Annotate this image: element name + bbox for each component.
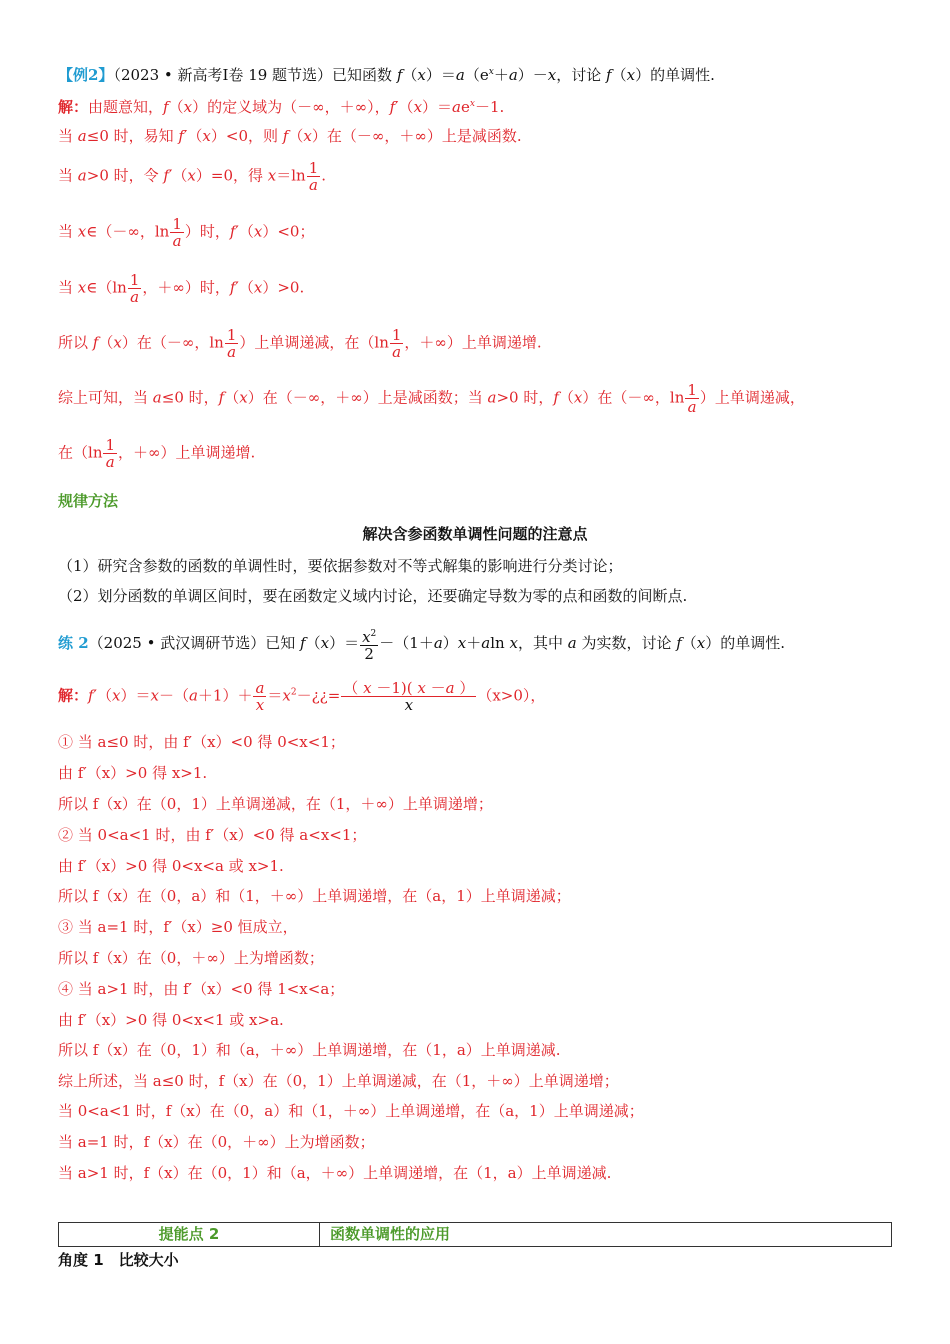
method-point-2: （2）划分函数的单调区间时，要在函数定义域内讨论，还要确定导数为零的点和函数的间断点. <box>58 587 688 605</box>
practice-line: 由 f′（x）>0 得 x>1. <box>58 764 208 782</box>
solution-line-2: 当 a≤0 时，易知 f′（x）<0，则 f（x）在（－∞，＋∞）上是减函数. <box>58 127 522 145</box>
solution-line-1: 解：由题意知，f（x）的定义域为（－∞，＋∞），$f'(x)=ae^x-1$. <box>58 98 505 116</box>
practice-line: 由 f′（x）>0 得 0<x<1 或 x>a. <box>58 1011 284 1029</box>
skill-point-table <box>58 1222 892 1247</box>
practice-line: 由 f′（x）>0 得 0<x<a 或 x>1. <box>58 857 284 875</box>
practice-line: 当 a>1 时，f（x）在（0，1）和（a，＋∞）上单调递增，在（1，a）上单调递减. <box>58 1164 612 1182</box>
practice-line: ③ 当 a=1 时，f′（x）≥0 恒成立， <box>58 918 298 936</box>
practice-tag: 练 2 <box>58 634 89 652</box>
practice-line: 当 a=1 时，f（x）在（0，＋∞）上为增函数； <box>58 1133 375 1151</box>
practice-line: 所以 f（x）在（0，1）和（a，＋∞）上单调递增，在（1，a）上单调递减. <box>58 1041 561 1059</box>
skill-point-title: 函数单调性的应用 <box>330 1225 451 1243</box>
practice-line: 所以 f（x）在（0，1）上单调递减，在（1，＋∞）上单调递增； <box>58 795 493 813</box>
angle-heading: 角度 1 比较大小 <box>58 1251 179 1269</box>
practice-line: 所以 f（x）在（0，a）和（1，＋∞）上单调递增，在（a，1）上单调递减； <box>58 887 571 905</box>
method-title: 解决含参函数单调性问题的注意点 <box>362 525 588 543</box>
practice-line: 当 0<a<1 时，f（x）在（0，a）和（1，＋∞）上单调递增，在（a，1）上单调递减； <box>58 1102 644 1120</box>
example-title: 【例2】（2023 • 新高考Ⅰ卷 19 题节选）已知函数 $f(x)=a(e^x+a)-x$，讨论 f（x）的单调性. <box>58 66 715 84</box>
practice-line: 综上所述，当 a≤0 时，f（x）在（0，1）上单调递减，在（1，＋∞）上单调递增； <box>58 1072 619 1090</box>
fraction-1-over-a: $\frac{1}{a}$ <box>391 326 402 361</box>
solution-line-7: 综上可知，当 a≤0 时，f（x）在（－∞，＋∞）上是减函数；当 a>0 时，f（x）在（－∞，ln $\frac{1}{a}$ ）上单调递减， <box>58 381 805 416</box>
skill-point-number: 提能点 2 <box>59 1223 320 1246</box>
example-tag: 【例2】 <box>58 66 114 84</box>
solution-line-5: 当 x∈（ln $\frac{1}{a}$ ，＋∞）时，f′（x）>0. <box>58 271 305 306</box>
fraction-a-over-x: $\frac{a}{x}$ <box>255 679 265 714</box>
fraction-1-over-a: $\frac{1}{a}$ <box>226 326 237 361</box>
fraction-x2-over-2: $\frac{x^2}{2}$ <box>362 628 377 663</box>
fraction-1-over-a: $\frac{1}{a}$ <box>105 436 116 471</box>
practice-solution-derivative: 解：f′（x）＝x－（a＋1）＋ $\frac{a}{x}$ $=x^2-¿¿=$ $\frac{( x -1)( x -a )}{x}$ （x>0）， <box>58 679 546 714</box>
solution-line-8: 在（ln $\frac{1}{a}$ ，＋∞）上单调递增. <box>58 436 256 471</box>
method-heading: 规律方法 <box>58 492 119 510</box>
method-point-1: （1）研究含参数的函数的单调性时，要依据参数对不等式解集的影响进行分类讨论； <box>58 557 623 575</box>
practice-title: 练 2（2025 • 武汉调研节选）已知 f（x）＝ $\frac{x^2}{2}$ －（1＋a）x＋aln x，其中 a 为实数，讨论 f（x）的单调性. <box>58 628 786 663</box>
solution-line-4: 当 x∈（－∞，ln $\frac{1}{a}$ ）时，f′（x）<0； <box>58 215 315 250</box>
solution-line-6: 所以 f（x）在（－∞，ln $\frac{1}{a}$ ）上单调递减，在（ln $\frac{1}{a}$ ，＋∞）上单调递增. <box>58 326 542 361</box>
fraction-1-over-a: $\frac{1}{a}$ <box>308 159 319 194</box>
practice-line: ① 当 a≤0 时，由 f′（x）<0 得 0<x<1； <box>58 733 345 751</box>
practice-line: ② 当 0<a<1 时，由 f′（x）<0 得 a<x<1； <box>58 826 367 844</box>
practice-line: 所以 f（x）在（0，＋∞）上为增函数； <box>58 949 324 967</box>
fraction-1-over-a: $\frac{1}{a}$ <box>687 381 697 416</box>
fraction-1-over-a: $\frac{1}{a}$ <box>172 215 182 250</box>
fraction-factored-derivative: $\frac{( x -1)( x -a )}{x}$ <box>343 679 475 714</box>
practice-line: ④ 当 a>1 时，由 f′（x）<0 得 1<x<a； <box>58 980 345 998</box>
solution-line-3: 当 a>0 时，令 f′（x）=0，得 x＝ln $\frac{1}{a}$ . <box>58 159 327 194</box>
fraction-1-over-a: $\frac{1}{a}$ <box>129 271 140 306</box>
